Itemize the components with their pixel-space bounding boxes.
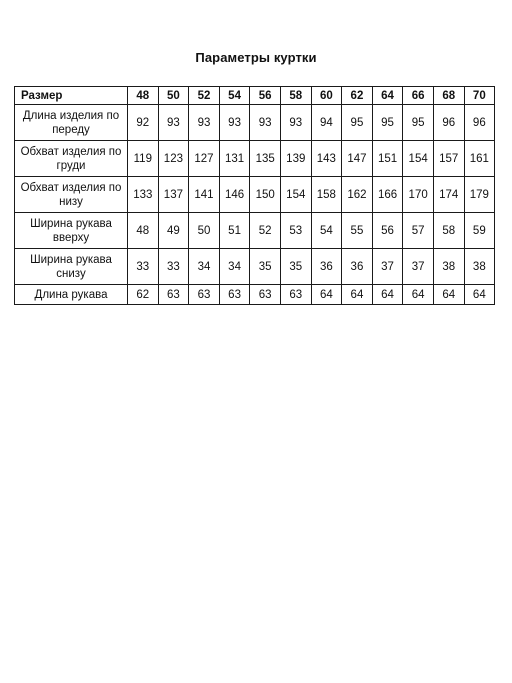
table-cell: 143 [311, 141, 342, 177]
size-column-header: 64 [372, 87, 403, 105]
table-row [15, 249, 495, 285]
row-label: Обхват изделия по груди [15, 141, 128, 177]
table-cell: 33 [158, 249, 189, 285]
table-cell: 141 [189, 177, 220, 213]
size-column-header: 56 [250, 87, 281, 105]
table-cell: 174 [433, 177, 464, 213]
table-cell: 38 [433, 249, 464, 285]
row-label: Обхват изделия по низу [15, 177, 128, 213]
table-cell: 157 [433, 141, 464, 177]
table-cell: 137 [158, 177, 189, 213]
table-cell: 154 [280, 177, 311, 213]
table-cell: 52 [250, 213, 281, 249]
size-header-label: Размер [15, 87, 128, 105]
table-cell: 63 [280, 285, 311, 305]
table-cell: 150 [250, 177, 281, 213]
table-cell: 64 [372, 285, 403, 305]
size-column-header: 60 [311, 87, 342, 105]
table-cell: 93 [189, 105, 220, 141]
size-column-header: 52 [189, 87, 220, 105]
table-cell: 95 [372, 105, 403, 141]
table-cell: 161 [464, 141, 495, 177]
size-column-header: 50 [158, 87, 189, 105]
table-cell: 35 [280, 249, 311, 285]
table-cell: 37 [403, 249, 434, 285]
table-cell: 48 [128, 213, 159, 249]
table-cell: 147 [342, 141, 373, 177]
table-cell: 54 [311, 213, 342, 249]
table-cell: 36 [342, 249, 373, 285]
table-cell: 34 [189, 249, 220, 285]
table-cell: 57 [403, 213, 434, 249]
table-cell: 55 [342, 213, 373, 249]
size-column-header: 62 [342, 87, 373, 105]
table-cell: 131 [219, 141, 250, 177]
document-title: Параметры куртки [195, 50, 317, 65]
table-row [15, 105, 495, 141]
table-cell: 93 [219, 105, 250, 141]
size-column-header: 54 [219, 87, 250, 105]
table-cell: 170 [403, 177, 434, 213]
table-cell: 33 [128, 249, 159, 285]
table-cell: 146 [219, 177, 250, 213]
table-cell: 64 [403, 285, 434, 305]
table-cell: 34 [219, 249, 250, 285]
table-cell: 94 [311, 105, 342, 141]
table-cell: 62 [128, 285, 159, 305]
table-cell: 49 [158, 213, 189, 249]
table-cell: 133 [128, 177, 159, 213]
table-cell: 93 [280, 105, 311, 141]
table-cell: 59 [464, 213, 495, 249]
row-label: Длина рукава [15, 285, 128, 305]
table-cell: 151 [372, 141, 403, 177]
table-cell: 96 [464, 105, 495, 141]
size-column-header: 70 [464, 87, 495, 105]
table-row [15, 213, 495, 249]
table-row [15, 285, 495, 305]
table-cell: 95 [342, 105, 373, 141]
table-row [15, 141, 495, 177]
size-column-header: 66 [403, 87, 434, 105]
table-cell: 56 [372, 213, 403, 249]
table-cell: 64 [433, 285, 464, 305]
table-cell: 38 [464, 249, 495, 285]
table-header-row [15, 87, 495, 105]
row-label: Ширина рукава вверху [15, 213, 128, 249]
table-cell: 58 [433, 213, 464, 249]
table-row [15, 177, 495, 213]
table-cell: 53 [280, 213, 311, 249]
table-cell: 123 [158, 141, 189, 177]
table-cell: 63 [250, 285, 281, 305]
table-cell: 135 [250, 141, 281, 177]
table-cell: 127 [189, 141, 220, 177]
table-cell: 36 [311, 249, 342, 285]
table-cell: 93 [250, 105, 281, 141]
row-label: Длина изделия по переду [15, 105, 128, 141]
table-cell: 37 [372, 249, 403, 285]
size-parameters-table [14, 86, 495, 305]
table-cell: 64 [342, 285, 373, 305]
table-cell: 166 [372, 177, 403, 213]
table-cell: 64 [464, 285, 495, 305]
table-cell: 96 [433, 105, 464, 141]
table-cell: 64 [311, 285, 342, 305]
size-column-header: 58 [280, 87, 311, 105]
table-cell: 63 [189, 285, 220, 305]
table-cell: 63 [219, 285, 250, 305]
table-cell: 162 [342, 177, 373, 213]
table-cell: 35 [250, 249, 281, 285]
row-label: Ширина рукава снизу [15, 249, 128, 285]
table-cell: 95 [403, 105, 434, 141]
table-cell: 50 [189, 213, 220, 249]
size-column-header: 68 [433, 87, 464, 105]
table-cell: 154 [403, 141, 434, 177]
table-cell: 158 [311, 177, 342, 213]
table-cell: 92 [128, 105, 159, 141]
table-cell: 119 [128, 141, 159, 177]
table-cell: 179 [464, 177, 495, 213]
table-cell: 51 [219, 213, 250, 249]
table-cell: 93 [158, 105, 189, 141]
table-cell: 139 [280, 141, 311, 177]
size-column-header: 48 [128, 87, 159, 105]
table-cell: 63 [158, 285, 189, 305]
